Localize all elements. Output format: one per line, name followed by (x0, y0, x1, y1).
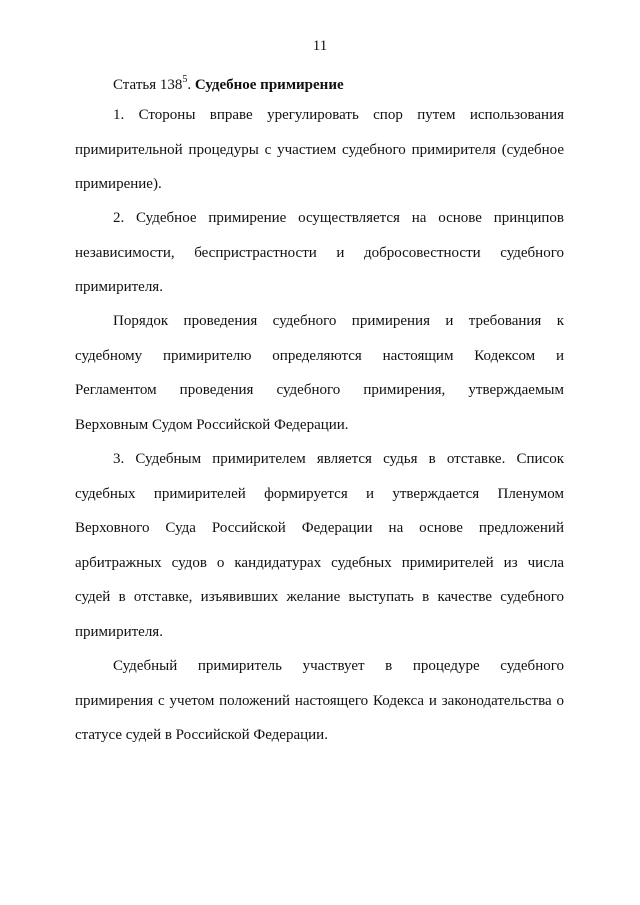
paragraph-line: Верховного Суда Российской Федерации на основе предложений (75, 520, 564, 536)
paragraph-line: судей в отставке, изъявивших желание выступать в качестве судебного (75, 589, 564, 605)
paragraph-4 (75, 442, 564, 649)
paragraph-line: Порядок проведения судебного примирения и требования к (113, 313, 564, 329)
paragraph-line: примирительной процедуры с участием судебного примирителя (судебное (75, 141, 564, 158)
paragraph-line: примирения с учетом положений настоящего Кодекса и законодательства о (75, 692, 564, 709)
paragraph-line: 3. Судебным примирителем является судья в отставке. Список (113, 451, 564, 467)
article-title: Судебное примирение (194, 77, 344, 93)
paragraph-line: 2. Судебное примирение осуществляется на основе принципов (113, 210, 564, 226)
paragraph-line: статусе судей в Российской Федерации. (75, 727, 328, 743)
article-prefix: Статья 138 (113, 77, 183, 93)
paragraph-line: независимости, беспристрастности и добросовестности судебного (75, 244, 564, 261)
paragraph-line: судебному примирителю определяются настоящим Кодексом и (75, 347, 564, 364)
paragraph-line: примирителя. (75, 279, 163, 295)
paragraph-line: Верховным Судом Российской Федерации. (75, 416, 349, 433)
paragraph-2 (75, 201, 564, 305)
paragraph-line: примирение). (75, 176, 162, 192)
article-heading (113, 71, 344, 95)
article-superscript: 5 (182, 74, 188, 85)
paragraph-5 (75, 649, 564, 753)
paragraph-line: 1. Стороны вправе урегулировать спор путем использования (113, 107, 564, 123)
paragraph-line: судебных примирителей формируется и утверждается Пленумом (75, 485, 564, 502)
article-separator: . (187, 77, 192, 93)
paragraph-line: примирителя. (75, 623, 163, 640)
paragraph-line: арбитражных судов о кандидатурах судебных примирителей из числа (75, 554, 564, 571)
paragraph-1 (75, 98, 564, 202)
paragraph-line: Регламентом проведения судебного примирения, утверждаемым (75, 382, 564, 398)
paragraph-3 (75, 304, 564, 442)
page-number: 11 (312, 38, 328, 54)
paragraph-line: Судебный примиритель участвует в процедуре судебного (113, 658, 564, 674)
